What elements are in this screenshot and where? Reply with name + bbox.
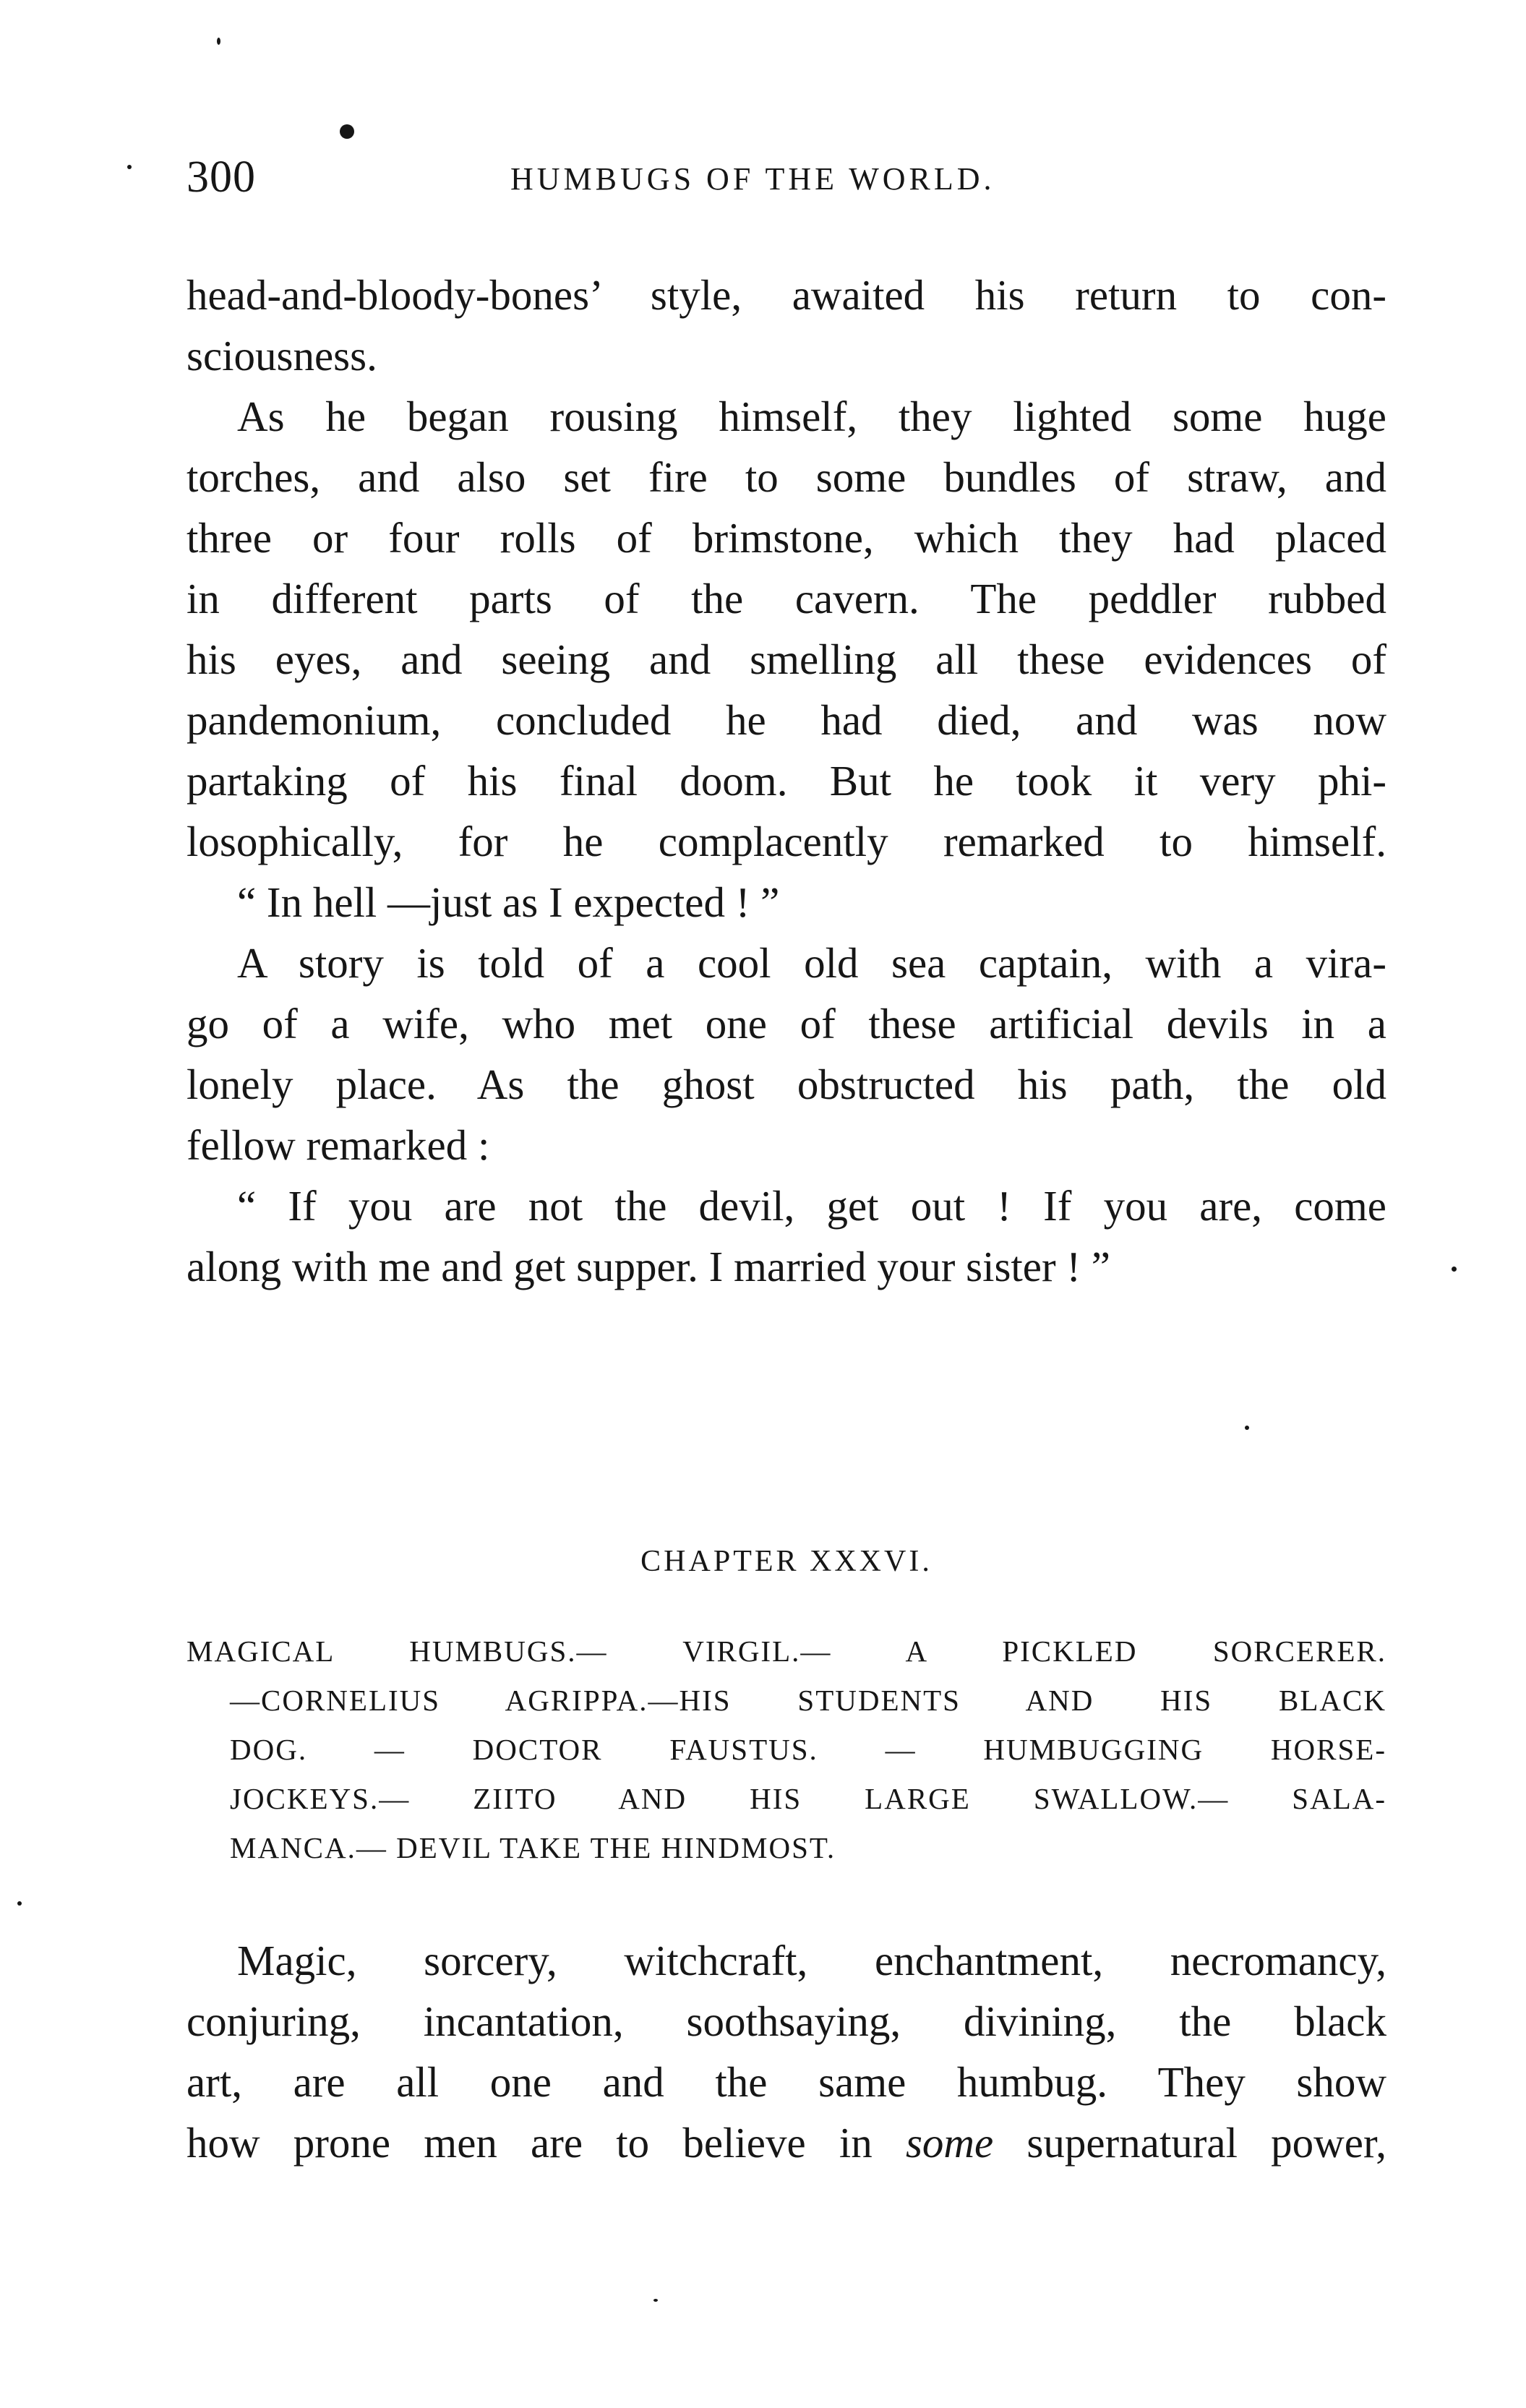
text-line: art, are all one and the same humbug. They show <box>187 2058 1386 2106</box>
ink-speck <box>217 38 220 45</box>
ink-speck <box>1452 1267 1457 1272</box>
text-line: losophically, for he complacently remarked to himself. <box>187 818 1386 865</box>
text-line: in different parts of the cavern. The peddler rubbed <box>187 575 1386 622</box>
ink-speck <box>1245 1426 1249 1430</box>
chapter-synopsis-line: MANCA.— DEVIL TAKE THE HINDMOST. <box>230 1831 836 1864</box>
chapter-synopsis-line: DOG. — DOCTOR FAUSTUS. — HUMBUGGING HORSE- <box>230 1733 1386 1766</box>
text-line: go of a wife, who met one of these artificial devils in a <box>187 1000 1386 1047</box>
text-line: head-and-bloody-bones’ style, awaited his return to con- <box>187 271 1386 319</box>
chapter-synopsis-line: MAGICAL HUMBUGS.— VIRGIL.— A PICKLED SORCERER. <box>187 1634 1386 1668</box>
emphasized-word: some <box>905 2119 994 2167</box>
text-line: “ In hell —just as I expected ! ” <box>237 878 780 926</box>
text-line: his eyes, and seeing and smelling all these evidences of <box>187 635 1386 683</box>
chapter-title: CHAPTER XXXVI. <box>640 1545 933 1578</box>
ink-speck <box>340 124 354 139</box>
text-line: “ If you are not the devil, get out ! If you are, come <box>237 1182 1386 1230</box>
text-line: As he began rousing himself, they lighted some huge <box>237 393 1386 440</box>
text-line <box>187 2112 1386 2173</box>
ink-speck <box>17 1901 22 1906</box>
chapter-synopsis-line: —CORNELIUS AGRIPPA.—HIS STUDENTS AND HIS BLACK <box>230 1684 1386 1717</box>
text-line: partaking of his final doom. But he took it very phi- <box>187 757 1386 805</box>
text-line: pandemonium, concluded he had died, and was now <box>187 696 1386 744</box>
text-run: how prone men are to believe in <box>187 2119 906 2167</box>
running-title: HUMBUGS OF THE WORLD. <box>510 161 995 197</box>
page-number: 300 <box>187 153 256 202</box>
text-line: Magic, sorcery, witchcraft, enchantment, necromancy, <box>237 1937 1386 1984</box>
text-line: conjuring, incantation, soothsaying, divining, the black <box>187 1997 1386 2045</box>
text-line: lonely place. As the ghost obstructed his path, the old <box>187 1061 1386 1108</box>
text-line: fellow remarked : <box>187 1121 490 1169</box>
text-run: supernatural power, <box>993 2119 1386 2167</box>
ink-speck <box>653 2299 658 2302</box>
ink-speck <box>127 165 132 169</box>
text-line: A story is told of a cool old sea captain, with a vira- <box>237 939 1386 987</box>
text-line: sciousness. <box>187 332 377 380</box>
text-line: torches, and also set fire to some bundles of straw, and <box>187 453 1386 501</box>
text-line: along with me and get supper. I married your sister ! ” <box>187 1243 1110 1290</box>
chapter-synopsis-line: JOCKEYS.— ZIITO AND HIS LARGE SWALLOW.— SALA- <box>230 1782 1386 1815</box>
text-line: three or four rolls of brimstone, which they had placed <box>187 514 1386 562</box>
running-head <box>187 148 1386 206</box>
